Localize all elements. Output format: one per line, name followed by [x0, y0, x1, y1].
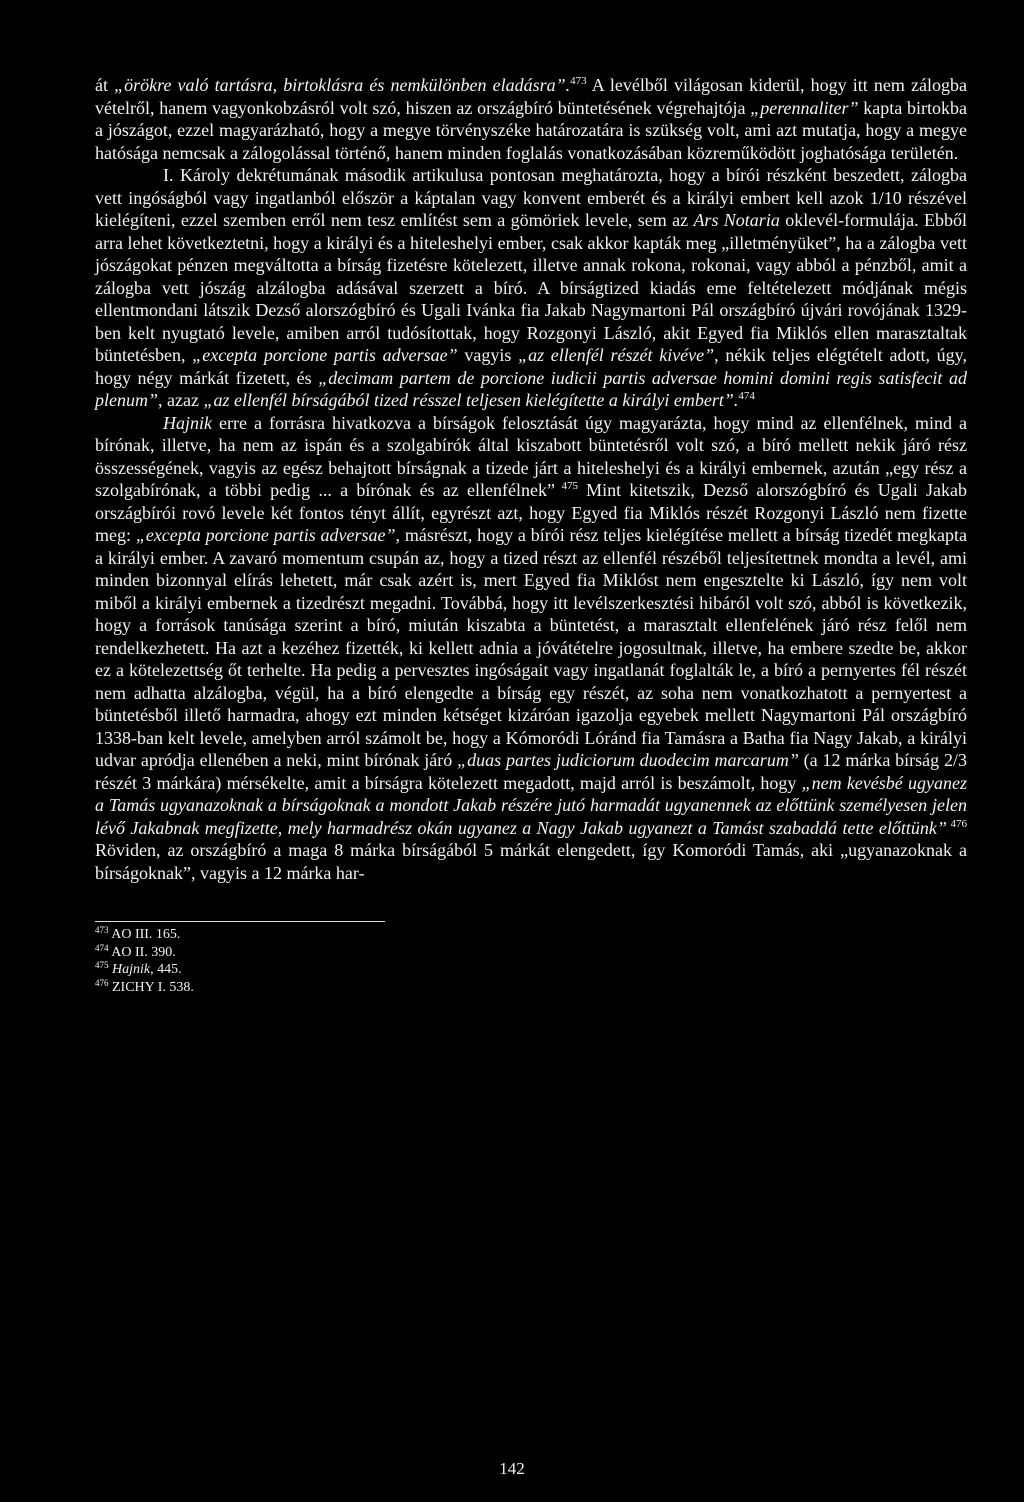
footnote-number: 473 — [95, 925, 109, 935]
italic-text: „excepta porcione partis adversae” — [135, 525, 396, 545]
text-run: , nékik teljes elégtételt adott, úgy, hogy négy márkát fizetett, és — [95, 345, 968, 388]
footnote-reference: 473 — [570, 75, 587, 87]
text-run: Mint kitetszik, Dezső alorszógbíró és Ugali Jakab országbírói rovó levele két fontos tényt állít, egyrészt azt, hogy Egyed fia Miklós részét Rozgonyi László nem fizette meg: — [95, 480, 967, 545]
text-run: , másrészt, hogy a bírói rész teljes kielégítése mellett a bírság tizedét megkapta a királyi ember. A zavaró momentum csupán az, hogy a tized részt az ellenfél részéből teljesítettnek mondta a levél, ami minden bizonnyal elírás lehetett, már csak azért is, mert Egyed fia Miklóst nem engesztelte ki László, így nem volt miből a királyi embernek a tizedrészt megadni. Továbbá, hogy itt levélszerkesztési hibáról volt szó, abból is következik, hogy a források tanúsága szerint a bíró, miután kiszabta a büntetést, a marasztalt ellenfelének járó rész felől nem rendelkezhetett. Ha azt a kezéhez fizették, ki kellett adnia a jóvátételre jogosultnak, illetve, ha embere szedte be, akkor ez a kötelezettség őt terhelte. Ha pedig a pervesztes ingóságait vagy ingatlanát foglalták le, a bíró a pernyertes fél részét nem adhatta alzálogba, végül, ha a bíró elengedte a bírság egy részét, az soha nem vonatkozhatott a pernyertest a büntetésből illető harmadra, ahogy ezt minden kétséget kizáróan igazolja egyebek mellett Nagymartoni Pál országbíró 1338-ban kelt levele, amelyben arról számolt be, hogy a Kómoródi Lóránd fia Tamásra a Batha fia Nagy Jakab, a királyi udvar apródja ellenében a neki, mint bírónak járó — [95, 525, 968, 770]
footnote-number: 474 — [95, 942, 109, 953]
footnote-475 — [95, 961, 967, 979]
footnote-number: 475 — [95, 960, 109, 970]
paragraph-1 — [95, 74, 967, 164]
text-run: erre a forrásra hivatkozva a bírságok felosztását úgy magyarázta, hogy mind az ellenfélnek, mind a bírónak, illetve, ha nem az ispán és a szolgabírók által kiszabott büntetésről volt szó, a bíró mellett nekik járó rész összességének, vagyis az egész behajtott bírságnak a tizede járt a hiteleshelyi és a királyi embernek, azután „egy rész a szolgabírónak, a többi pedig ... a bírónak és az ellenfélnek” — [95, 412, 967, 500]
text-run: (a 12 márka bírság 2/3 részét 3 márkára) mérsékelte, amit a bírságra kötelezett megadott, majd arról is beszámolt, hogy — [95, 750, 967, 793]
italic-text: „örökre való tartásra, birtoklásra és nemkülönben eladásra”. — [114, 75, 571, 95]
footnote-474 — [95, 944, 967, 962]
footnotes — [95, 926, 967, 996]
italic-text: „az ellenfél részét kivéve” — [518, 345, 715, 365]
italic-text: „duas partes judiciorum duodecim marcarum” — [457, 750, 799, 770]
text-run: Röviden, az országbíró a maga 8 márka bírságából 5 márkát elengedett, így Komoródi Tamás, aki „ugyanazoknak a bírságoknak”, vagyis a 12 márka har- — [95, 840, 967, 883]
italic-text: „az ellenfél bírságából tized résszel teljesen kielégítette a királyi embert”. — [203, 390, 739, 410]
footnote-reference: 474 — [738, 390, 755, 402]
footnote-divider — [95, 921, 385, 922]
italic-text: Hajnik — [163, 412, 212, 433]
paragraph-3 — [95, 412, 967, 885]
italic-text: „nem kevésbé ugyanez a Tamás ugyanazoknak a bírságoknak a mondott Jakab részére jutó harmadát ugyanennek az előttünk személyesen jelen lévő Jakabnak megfizette, mely harmadrész okán ugyanez a Nagy Jakab ugyanezt a Tamást szabaddá tette előttünk” — [95, 772, 967, 838]
body-text — [95, 74, 967, 884]
italic-text: „excepta porcione partis adversae” — [192, 345, 458, 365]
italic-text: „perennaliter” — [750, 97, 859, 118]
footnote-473 — [95, 926, 967, 944]
footnote-reference: 475 — [554, 480, 578, 492]
text-run: vagyis — [457, 345, 519, 365]
footnote-reference: 476 — [946, 817, 968, 830]
text-run: kapta birtokba a jószágot, ezzel magyarázható, hogy a megye törvényszéke határozatára is szükség volt, ami azt mutatja, hogy a megye hatósága nemcsak a zálogolással történő, hanem minden foglalás vonatkozásában közreműködött joghatósága területén. — [95, 97, 967, 163]
text-run: AO III. 165. — [108, 927, 181, 942]
italic-text: Ars Notaria — [693, 210, 780, 230]
italic-text: „decimam partem de porcione iudicii partis adversae homini domini regis satisfecit ad plenum” — [95, 367, 967, 410]
text-run: oklevél-formulája. Ebből arra lehet következtetni, hogy a királyi és a hiteleshelyi ember, csak akkor kapták meg „illetményüket”, ha a zálogba vett jószágokat pénzen megváltotta a bírság fizetésre kötelezett, illetve annak rokona, rokonai, vagy abból a pénzből, amit a zálogba vett jószág alzálogba adásával szerzett a bíró. A bírságtized kiadás eme feltételezett módjának mégis ellentmondani látszik Dezső alorszógbíró és Ugali Ivánka fia Jakab Nagymartoni Pál országbíró újvári rovójának 1329-ben kelt nyugtató levele, amiben arról tudósítottak, hogy Rozgonyi László, akit Egyed fia Miklós ellen marasztaltak büntetésben, — [95, 210, 967, 365]
paragraph-2 — [95, 164, 967, 412]
footnote-476 — [95, 979, 967, 997]
footnote-number: 476 — [95, 977, 109, 988]
text-run: át — [95, 75, 115, 95]
italic-text: Hajnik — [112, 962, 151, 977]
text-run: , 445. — [150, 962, 182, 977]
text-run: I. Károly dekrétumának második artikulusa pontosan meghatározta, hogy a bírói részként beszedett, zálogba vett ingóságból vagy ingatlanból először a káptalan vagy konvent emberét és a királyi embert kell azok 1/10 részével kielégíteni, ezzel szemben erről nem tesz említést sem a gömöriek levele, sem az — [95, 165, 967, 230]
text-run: , azaz — [158, 390, 204, 410]
text-run: AO II. 390. — [108, 944, 176, 960]
page-number: 142 — [499, 1459, 525, 1478]
text-run: ZICHY I. 538. — [108, 979, 194, 995]
text-run: A levélből világosan kiderül, hogy itt nem zálogba vételről, hanem vagyonkobzásról volt szó, hiszen az országbíró büntetésének végrehajtója — [95, 75, 967, 118]
document-page — [95, 74, 967, 996]
